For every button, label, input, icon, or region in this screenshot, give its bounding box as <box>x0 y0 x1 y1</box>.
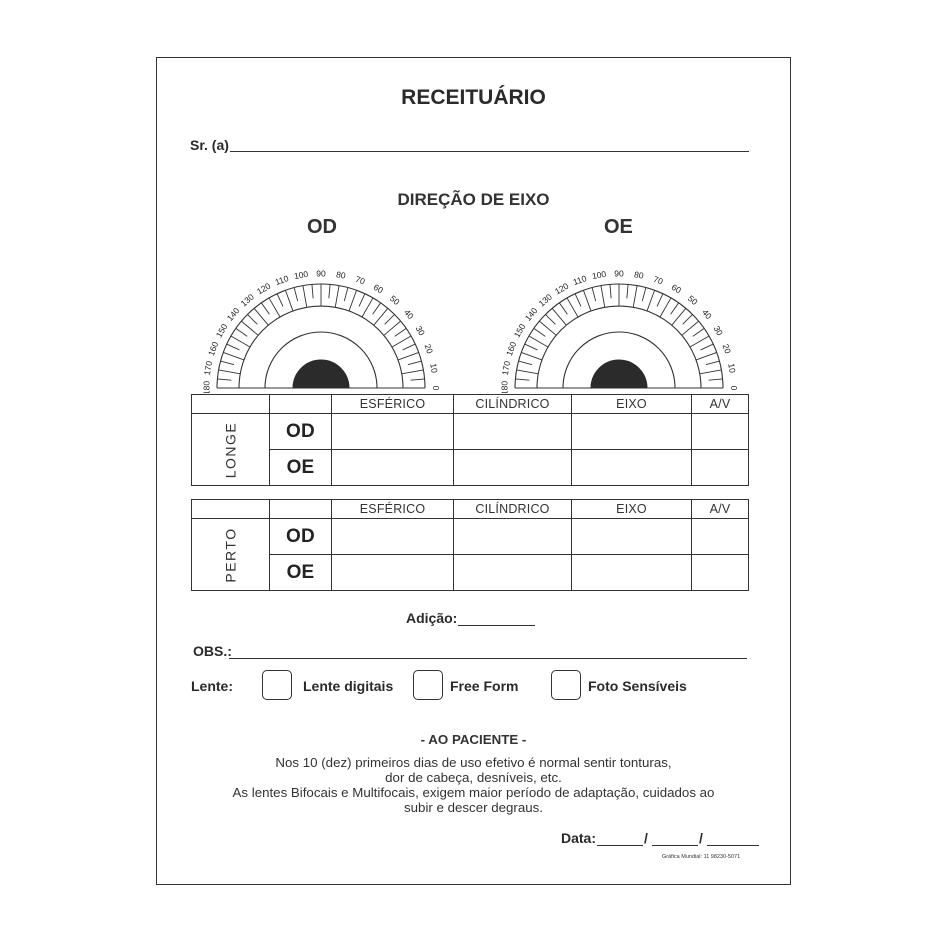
oe-axis-tick <box>610 284 611 298</box>
adicao-field[interactable] <box>458 625 535 626</box>
col-header-cilindrico: CILÍNDRICO <box>454 395 572 414</box>
perto-od-av-field[interactable] <box>692 519 749 555</box>
longe-od-av-field[interactable] <box>692 414 749 450</box>
oe-axis-tick <box>601 286 605 308</box>
oe-axis-tick-label: 70 <box>652 273 665 287</box>
oe-axis-tick <box>706 361 720 365</box>
od-axis-tick <box>227 344 240 350</box>
oe-axis-tick-label: 10 <box>726 362 738 374</box>
oe-axis-tick <box>529 336 548 347</box>
oe-axis-tick <box>693 328 704 336</box>
oe-axis-tick <box>647 290 655 311</box>
date-separator: / <box>644 830 648 846</box>
od-axis-tick <box>219 370 241 374</box>
od-axis-tick-label: 30 <box>413 324 428 338</box>
oe-axis-tick <box>545 314 555 324</box>
oe-axis-tick <box>575 294 581 307</box>
od-axis-tick-label: 140 <box>224 305 242 323</box>
oe-axis-tick <box>559 303 567 314</box>
oe-axis-tick <box>683 314 693 324</box>
foto-sensiveis-checkbox[interactable] <box>551 670 581 700</box>
oe-axis-tick <box>519 361 533 365</box>
od-axis-tick-label: 20 <box>422 342 436 355</box>
oe-axis-tick <box>701 344 714 350</box>
oe-axis-tick <box>709 379 723 380</box>
oe-axis-tick <box>515 379 529 380</box>
patient-note-line: subir e descer degraus. <box>404 800 543 815</box>
od-axis-tick <box>392 336 411 347</box>
free-form-checkbox[interactable] <box>413 670 443 700</box>
od-axis-tick-label: 40 <box>402 307 416 322</box>
od-axis-tick-label: 70 <box>354 273 367 287</box>
od-axis-tick <box>285 290 293 311</box>
oe-protractor-svg <box>484 248 754 393</box>
oe-axis-tick <box>657 294 663 307</box>
oe-axis-tick-label: 90 <box>614 268 624 279</box>
lente-digitais-label: Lente digitais <box>303 678 394 694</box>
oe-axis-tick-label: 20 <box>720 342 734 355</box>
oe-axis-label: OE <box>604 216 633 238</box>
od-pupil-mark <box>293 360 349 388</box>
od-axis-tick <box>349 290 357 311</box>
od-axis-tick <box>403 344 416 350</box>
oe-axis-tick <box>627 284 628 298</box>
od-axis-tick <box>221 361 235 365</box>
od-axis-tick-label: 10 <box>428 362 440 374</box>
corner-cell <box>192 395 270 414</box>
od-axis-tick-label: 110 <box>273 273 290 288</box>
date-year-field[interactable] <box>707 845 759 846</box>
oe-axis-tick <box>517 370 539 374</box>
od-axis-tick-label: 100 <box>293 268 309 282</box>
longe-oe-eixo-field[interactable] <box>572 450 692 486</box>
col-header-cilindrico: CILÍNDRICO <box>454 500 572 519</box>
od-axis-tick-label: 160 <box>206 340 221 358</box>
od-axis-tick <box>373 303 381 314</box>
oe-axis-tick-label: 40 <box>700 307 714 322</box>
col-header-eixo: EIXO <box>572 395 692 414</box>
od-axis-tick-label: 130 <box>238 291 256 309</box>
perto-label: PERTO <box>222 526 239 583</box>
col-header-esferico: ESFÉRICO <box>332 395 454 414</box>
perto-oe-eixo-field[interactable] <box>572 555 692 591</box>
od-axis-tick <box>247 314 257 324</box>
printer-credit: Gráfica Mundial: 11 98230-5071 <box>662 854 741 860</box>
oe-axis-tick-label: 140 <box>522 305 540 323</box>
od-axis-tick-label: 120 <box>254 280 273 297</box>
longe-oe-esferico-field[interactable] <box>332 450 454 486</box>
longe-table <box>191 394 749 486</box>
oe-axis-tick-label: 30 <box>711 324 726 338</box>
section-label-cell <box>192 519 270 591</box>
oe-axis-tick <box>660 298 671 317</box>
lente-label: Lente: <box>191 678 233 694</box>
patient-note-line: Nos 10 (dez) primeiros dias de uso efetivo é normal sentir tonturas, <box>275 755 672 770</box>
oe-axis-tick-label: 50 <box>685 293 700 307</box>
od-axis-protractor[interactable] <box>186 248 456 393</box>
page-title: RECEITUÁRIO <box>401 86 546 109</box>
oe-axis-tick-label: 180 <box>499 380 510 393</box>
od-axis-tick <box>231 336 250 347</box>
oe-axis-tick-label: 160 <box>504 340 519 358</box>
free-form-label: Free Form <box>450 678 519 694</box>
od-axis-tick <box>411 379 425 380</box>
date-month-field[interactable] <box>652 845 698 846</box>
perto-oe-av-field[interactable] <box>692 555 749 591</box>
oe-pupil-mark <box>591 360 647 388</box>
row-label-od: OD <box>270 414 332 450</box>
oe-axis-tick <box>700 370 722 374</box>
oe-axis-tick-label: 170 <box>499 360 513 376</box>
oe-axis-tick-label: 0 <box>728 385 739 391</box>
od-axis-tick <box>408 361 422 365</box>
od-axis-tick <box>395 328 406 336</box>
od-axis-tick <box>344 288 348 302</box>
col-header-eixo: EIXO <box>572 500 692 519</box>
od-axis-tick <box>329 284 330 298</box>
od-axis-label: OD <box>307 216 337 238</box>
od-axis-tick-label: 60 <box>371 281 385 296</box>
oe-axis-tick-label: 60 <box>669 281 683 296</box>
oe-axis-tick <box>690 336 709 347</box>
obs-label: OBS.: <box>193 643 232 659</box>
row-label-oe: OE <box>270 555 332 591</box>
od-axis-tick <box>261 303 269 314</box>
date-separator: / <box>699 830 703 846</box>
oe-axis-tick-label: 130 <box>536 291 554 309</box>
patient-label: Sr. (a) <box>190 137 229 153</box>
oe-axis-tick <box>525 344 538 350</box>
perto-table <box>191 499 749 591</box>
od-axis-tick-label: 90 <box>316 268 326 279</box>
date-label: Data: <box>561 830 597 846</box>
longe-od-cilindrico-field[interactable] <box>454 414 572 450</box>
date-day-field[interactable] <box>597 845 643 846</box>
oe-axis-protractor[interactable] <box>484 248 754 393</box>
oe-axis-tick <box>567 298 578 317</box>
oe-axis-tick <box>521 352 542 360</box>
od-protractor-svg <box>186 248 456 393</box>
od-axis-tick <box>402 370 424 374</box>
oe-axis-tick <box>583 290 591 311</box>
col-header-esferico: ESFÉRICO <box>332 500 454 519</box>
oe-axis-tick-label: 120 <box>552 280 571 297</box>
lente-digitais-checkbox[interactable] <box>262 670 292 700</box>
oe-axis-tick <box>671 303 679 314</box>
od-axis-tick-label: 0 <box>430 385 441 391</box>
od-axis-tick-label: 50 <box>387 293 402 307</box>
patient-note-line: As lentes Bifocais e Multifocais, exigem maior período de adaptação, cuidados ao <box>232 785 715 800</box>
od-axis-tick <box>362 298 373 317</box>
col-header-av: A/V <box>692 395 749 414</box>
od-axis-tick <box>269 298 280 317</box>
foto-sensiveis-label: Foto Sensíveis <box>588 678 687 694</box>
corner-cell <box>270 500 332 519</box>
oe-axis-tick-label: 110 <box>571 273 588 288</box>
longe-od-eixo-field[interactable] <box>572 414 692 450</box>
od-axis-tick <box>223 352 244 360</box>
od-axis-tick <box>217 379 231 380</box>
oe-axis-tick-label: 80 <box>633 269 645 281</box>
prescription-sheet <box>156 57 791 885</box>
section-label-cell <box>192 414 270 486</box>
longe-oe-av-field[interactable] <box>692 450 749 486</box>
od-axis-tick <box>277 294 283 307</box>
perto-od-esferico-field[interactable] <box>332 519 454 555</box>
od-axis-tick-label: 180 <box>201 380 212 393</box>
axis-direction-title: DIREÇÃO DE EIXO <box>397 190 550 209</box>
od-axis-tick <box>398 352 419 360</box>
longe-label: LONGE <box>222 421 239 478</box>
od-axis-tick <box>236 328 247 336</box>
od-axis-tick <box>303 286 307 308</box>
perto-od-cilindrico-field[interactable] <box>454 519 572 555</box>
longe-od-esferico-field[interactable] <box>332 414 454 450</box>
od-axis-tick-label: 170 <box>201 360 215 376</box>
od-axis-tick-label: 80 <box>335 269 347 281</box>
oe-axis-tick <box>633 286 637 308</box>
od-axis-tick <box>312 284 313 298</box>
oe-axis-tick <box>534 328 545 336</box>
adicao-label: Adição: <box>406 610 458 626</box>
oe-axis-tick <box>696 352 717 360</box>
oe-axis-tick <box>592 288 596 302</box>
patient-note-title: - AO PACIENTE - <box>420 732 527 747</box>
oe-axis-tick-label: 100 <box>591 268 607 282</box>
obs-field[interactable] <box>229 658 747 659</box>
od-axis-tick <box>385 314 395 324</box>
row-label-od: OD <box>270 519 332 555</box>
oe-axis-tick <box>642 288 646 302</box>
corner-cell <box>192 500 270 519</box>
perto-od-eixo-field[interactable] <box>572 519 692 555</box>
corner-cell <box>270 395 332 414</box>
perto-oe-cilindrico-field[interactable] <box>454 555 572 591</box>
row-label-oe: OE <box>270 450 332 486</box>
od-axis-tick <box>335 286 339 308</box>
longe-oe-cilindrico-field[interactable] <box>454 450 572 486</box>
od-axis-tick <box>359 294 365 307</box>
oe-axis-tick-label: 150 <box>511 321 528 340</box>
patient-note-line: dor de cabeça, desníveis, etc. <box>385 770 562 785</box>
col-header-av: A/V <box>692 500 749 519</box>
patient-name-field[interactable] <box>230 151 749 152</box>
od-axis-tick-label: 150 <box>213 321 230 340</box>
perto-oe-esferico-field[interactable] <box>332 555 454 591</box>
od-axis-tick <box>294 288 298 302</box>
